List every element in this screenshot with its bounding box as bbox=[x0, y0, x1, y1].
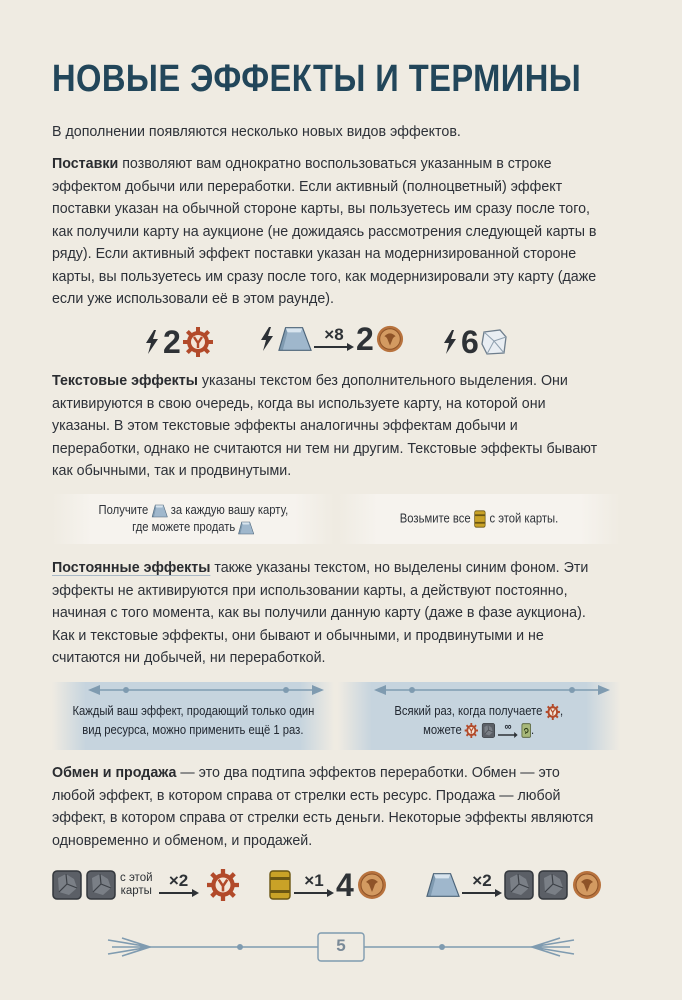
perm-box1-line1: Каждый ваш эффект, продающий только один bbox=[72, 704, 314, 718]
ingot-icon bbox=[238, 521, 254, 535]
permanent-effects-term: Постоянные эффекты bbox=[52, 559, 211, 576]
barrel-icon bbox=[268, 870, 292, 900]
permanent-effect-example-2: Всякий раз, когда получаете , можете ∞ . bbox=[338, 682, 620, 750]
arrow-right-icon bbox=[314, 343, 354, 351]
perm-box2-line1: Всякий раз, когда получаете bbox=[394, 704, 543, 718]
multiplier-arrow bbox=[294, 873, 334, 897]
perm-box1-line2: вид ресурса, можно применить ещё 1 раз. bbox=[82, 723, 304, 737]
text-box2-b: с этой карты. bbox=[489, 511, 559, 526]
supplies-example-2 bbox=[260, 316, 404, 362]
text-effects-term: Текстовые эффекты bbox=[52, 372, 198, 389]
gear-icon bbox=[183, 327, 213, 357]
text-effects-paragraph bbox=[52, 370, 601, 483]
rock-icon bbox=[52, 870, 82, 900]
supplies-example-1 bbox=[145, 322, 213, 362]
lightning-icon bbox=[443, 330, 457, 354]
exchange-text: — это два подтипа эффектов переработки. Обмен — это любой эффект, в котором справа от стрелки есть ресурс. Продажа — любой эффект, в котором справа от стрелки есть деньги. Некоторые эффекты являются одновременно и обменом, и продажей. bbox=[52, 764, 594, 849]
multiplier-arrow bbox=[314, 327, 354, 351]
lightning-icon bbox=[260, 327, 274, 351]
ingot-icon bbox=[278, 326, 312, 352]
exchange-ex3-multiplier: ×2 bbox=[472, 871, 492, 890]
arrow-right-icon bbox=[498, 732, 518, 738]
supplies-term: Поставки bbox=[52, 155, 119, 172]
page-number: 5 bbox=[336, 936, 346, 955]
rock-icon bbox=[482, 723, 496, 738]
exchange-ex1-label1: с этой bbox=[120, 872, 153, 884]
coin-icon bbox=[357, 870, 387, 900]
ornament-icon bbox=[86, 684, 326, 696]
intro-paragraph: В дополнении появляются несколько новых видов эффектов. bbox=[52, 123, 461, 140]
gear-icon bbox=[546, 704, 560, 720]
supplies-paragraph bbox=[52, 153, 601, 311]
supplies-example-3 bbox=[443, 322, 507, 362]
ingot-icon bbox=[426, 872, 460, 898]
text-box1-line1a: Получите bbox=[98, 503, 148, 517]
text-effect-example-1 bbox=[52, 494, 334, 544]
multiplier-arrow bbox=[159, 873, 199, 897]
supplies-ex1-number: 2 bbox=[163, 324, 181, 360]
permanent-effect-example-1 bbox=[52, 682, 334, 750]
exchange-term: Обмен и продажа bbox=[52, 764, 177, 781]
glass-icon bbox=[481, 329, 507, 355]
supplies-text: позволяют вам однократно воспользоваться указанным в строке эффектом добычи или переработки. Если активный (полноцветный) эффект поставки указан на обычной стороне карты, вы пользуетесь им сразу после того, как получили карту на аукционе (не дожидаясь рассмотрения следующей карты в ряду). Если активный эффект поставки указан на модернизированной стороне карты, вы пользуетесь им сразу после того, как модернизировали эту карту (даже если уже использовали её в этом раунде). bbox=[52, 155, 597, 307]
perm-box2-line2: можете bbox=[423, 723, 463, 737]
page-title: НОВЫЕ ЭФФЕКТЫ И ТЕРМИНЫ bbox=[52, 58, 582, 100]
exchange-example-3 bbox=[426, 862, 602, 908]
exchange-ex1-multiplier: ×2 bbox=[168, 871, 189, 890]
text-effects-text: указаны текстом без дополнительного выделения. Они активируются в свою очередь, когда вы используете карту, на которой они указаны. В этом текстовые эффекты аналогичны эффектам добычи и переработки, однако не считаются ни тем ни другим. Текстовые эффекты бывают как обычными, так и продвинутыми. bbox=[52, 372, 598, 479]
coin-icon bbox=[376, 325, 404, 353]
lightning-icon bbox=[145, 330, 159, 354]
rock-icon bbox=[504, 870, 534, 900]
ingot-icon bbox=[151, 504, 167, 518]
coin-icon bbox=[572, 870, 602, 900]
multiplier-arrow bbox=[462, 873, 502, 897]
supplies-ex2-multiplier: ×8 bbox=[324, 325, 344, 344]
arrow-right-icon bbox=[294, 889, 334, 897]
exchange-ex1-label2: карты bbox=[120, 885, 152, 897]
exchange-example-1 bbox=[52, 862, 239, 908]
text-box2-a: Возьмите все bbox=[399, 511, 471, 526]
arrow-right-icon bbox=[462, 889, 502, 897]
text-effect-example-2 bbox=[338, 494, 620, 544]
exchange-example-2 bbox=[268, 862, 387, 908]
ornament-icon bbox=[372, 684, 612, 696]
infinity-symbol: ∞ bbox=[504, 721, 512, 734]
exchange-paragraph bbox=[52, 762, 601, 852]
text-box1-line1b: за каждую вашу карту, bbox=[170, 503, 288, 517]
gear-icon bbox=[465, 723, 479, 738]
gear-icon bbox=[207, 869, 239, 901]
supplies-ex2-number: 2 bbox=[356, 321, 374, 357]
text-box1-line2: где можете продать bbox=[131, 520, 235, 534]
supplies-ex3-number: 6 bbox=[461, 324, 479, 360]
permanent-effects-text: также указаны текстом, но выделены синим фоном. Эти эффекты не активируются при использовании карты, а действуют постоянно, начиная с того момента, как вы получили данную карту (даже в фазе аукциона). Как и текстовые эффекты, они бывают и обычными, и продвинутыми и не считаются ни добычей, ни переработкой. bbox=[52, 559, 589, 666]
rock-icon bbox=[538, 870, 568, 900]
exchange-ex2-multiplier: ×1 bbox=[304, 871, 324, 890]
arrow-right-icon bbox=[159, 889, 199, 897]
permanent-effects-paragraph bbox=[52, 557, 601, 670]
barrel-icon bbox=[474, 510, 487, 528]
card-icon bbox=[521, 723, 531, 738]
exchange-ex2-number: 4 bbox=[336, 867, 354, 903]
rock-icon bbox=[86, 870, 116, 900]
